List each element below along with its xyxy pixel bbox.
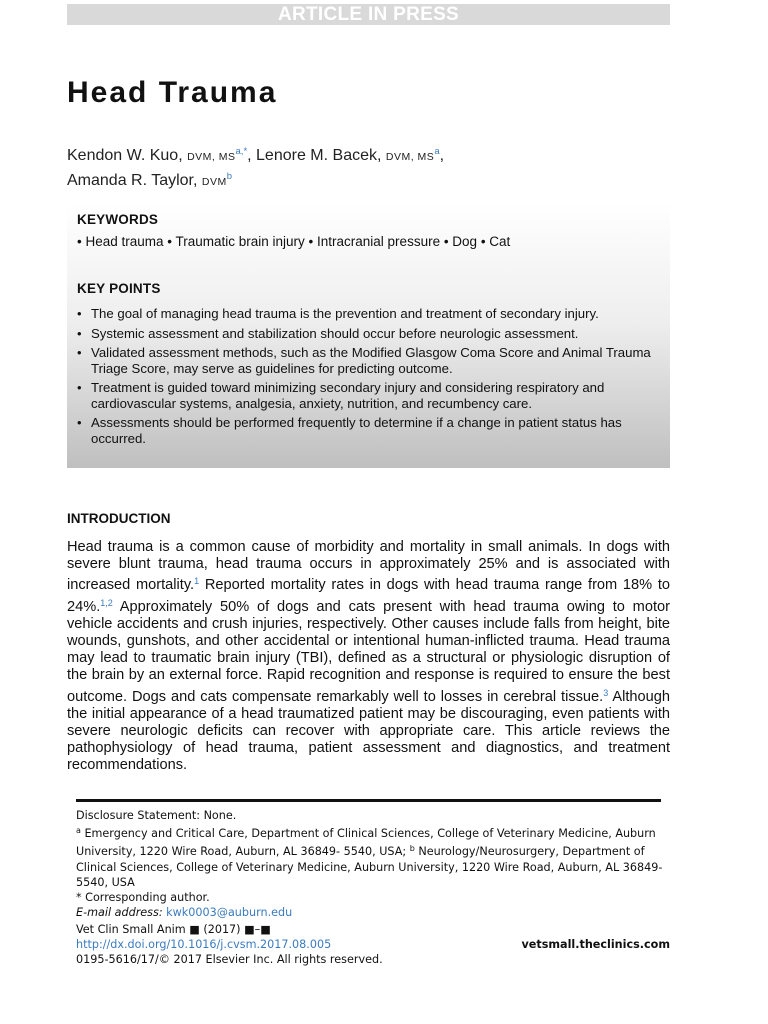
reference-link[interactable]: 3 xyxy=(603,687,609,698)
journal-citation: Vet Clin Small Anim ■ (2017) ■–■ xyxy=(76,923,271,936)
affiliation-link[interactable]: a,* xyxy=(235,146,248,157)
article-title: Head Trauma xyxy=(67,76,278,109)
affiliation-mark: a xyxy=(76,826,81,836)
intro-text: Reported mortality rates in dogs with head trauma range from 18% to 24%. xyxy=(67,577,670,615)
doi-link[interactable]: http://dx.doi.org/10.1016/j.cvsm.2017.08.005 xyxy=(76,938,332,952)
keywords-list: • Head trauma • Traumatic brain injury • Intracranial pressure • Dog • Cat xyxy=(77,234,511,249)
intro-text: Although the initial appearance of a head traumatized patient may be discouraging, even patients with severe neurologic deficits can recover with appropriate care. This article reviews the pathophysiology of head trauma, patient assessment and diagnostics, and treatment recommendations. xyxy=(67,688,670,774)
key-point-item: • Assessments should be performed frequently to determine if a change in patient status has occurred. xyxy=(77,415,622,446)
intro-text: Approximately 50% of dogs and cats present with head trauma owing to motor vehicle accidents and crush injuries, respectively. Other causes include falls from height, bite wounds, gunshots, and other accidental or intentional human-inflicted trauma. Head trauma may lead to traumatic brain injury (TBI), defined as a structural or physiologic disruption of the brain by an external force. Rapid recognition and response is required to ensure the best outcome. Dogs and cats compensate remarkably well to losses in cerebral tissue. xyxy=(67,598,670,705)
reference-link[interactable]: 1,2 xyxy=(100,597,113,608)
key-point-text: Treatment is guided toward minimizing secondary injury and considering respiratory and cardiovascular systems, analgesia, anxiety, nutrition, and recumbency care. xyxy=(91,380,605,411)
journal-info xyxy=(76,922,670,968)
key-point-text: Systemic assessment and stabilization should occur before neurologic assessment. xyxy=(91,325,579,341)
author-degree: DVM, MS xyxy=(385,151,435,163)
introduction-heading: INTRODUCTION xyxy=(67,511,171,526)
affiliation-mark: b xyxy=(409,844,415,854)
key-point-text: Assessments should be performed frequently to determine if a change in patient status has occurred. xyxy=(91,415,622,446)
introduction-paragraph xyxy=(67,539,670,775)
key-point-item: • The goal of managing head trauma is the prevention and treatment of secondary injury. xyxy=(77,306,599,321)
author-degree: DVM xyxy=(201,176,227,188)
article-in-press-banner: ARTICLE IN PRESS xyxy=(67,4,670,25)
email-link[interactable]: kwk0003@auburn.edu xyxy=(166,906,293,920)
author-name: Kendon W. Kuo, xyxy=(67,147,183,164)
key-points-list xyxy=(77,306,662,450)
affiliation-link[interactable]: a xyxy=(434,146,440,157)
key-point-item: • Validated assessment methods, such as the Modified Glasgow Coma Score and Animal Trauma Triage Score, may serve as guidelines for predicting outcome. xyxy=(77,345,651,376)
keywords-keypoints-box xyxy=(67,203,670,468)
disclosure-statement: Disclosure Statement: None. xyxy=(76,809,237,822)
author-list: Kendon W. Kuo, DVM, MS$^{a,*}$, Lenore M. Bacek, DVM, MS$^a$, Amanda R. Taylor, DVM$^b$ xyxy=(67,146,445,189)
intro-text: Head trauma is a common cause of morbidity and mortality in small animals. In dogs with severe blunt trauma, head trauma occurs in approximately 25% and is associated with increased mortality. xyxy=(67,539,670,594)
footnote-divider xyxy=(76,799,661,802)
affiliations xyxy=(76,823,666,890)
footnotes xyxy=(76,808,666,920)
journal-website-link[interactable]: vetsmall.theclinics.com xyxy=(521,938,670,952)
key-points-heading: KEY POINTS xyxy=(77,281,161,296)
email-line xyxy=(76,905,666,920)
reference-link[interactable]: 1 xyxy=(194,576,200,587)
affiliation-b: Neurology/Neurosurgery, Department of Clinical Sciences, College of Veterinary Medicine, Auburn University, 1220 Wire Road, Auburn, AL 36849- 5540, USA xyxy=(76,845,663,889)
author-degree: DVM, MS xyxy=(187,151,236,163)
copyright-line: 0195-5616/17/© 2017 Elsevier Inc. All rights reserved. xyxy=(76,953,383,967)
key-point-text: The goal of managing head trauma is the prevention and treatment of secondary injury. xyxy=(91,306,599,321)
author-name: Amanda R. Taylor, xyxy=(67,172,198,189)
keywords-heading: KEYWORDS xyxy=(77,212,159,227)
corresponding-author: * Corresponding author. xyxy=(76,891,210,905)
affiliation-a: Emergency and Critical Care, Department of Clinical Sciences, College of Veterinary Medicine, Auburn University, 1220 Wire Road, Auburn, AL 36849- 5540, USA; xyxy=(76,827,656,859)
key-point-item: • Treatment is guided toward minimizing secondary injury and considering respiratory and cardiovascular systems, analgesia, anxiety, nutrition, and recumbency care. xyxy=(77,380,605,411)
author-name: Lenore M. Bacek, xyxy=(256,147,382,164)
email-label: E-mail address: xyxy=(76,906,163,920)
key-point-item: • Systemic assessment and stabilization should occur before neurologic assessment. xyxy=(77,325,579,341)
affiliation-link[interactable]: b xyxy=(226,171,233,182)
key-point-text: Validated assessment methods, such as the Modified Glasgow Coma Score and Animal Trauma Triage Score, may serve as guidelines for predicting outcome. xyxy=(91,345,651,376)
